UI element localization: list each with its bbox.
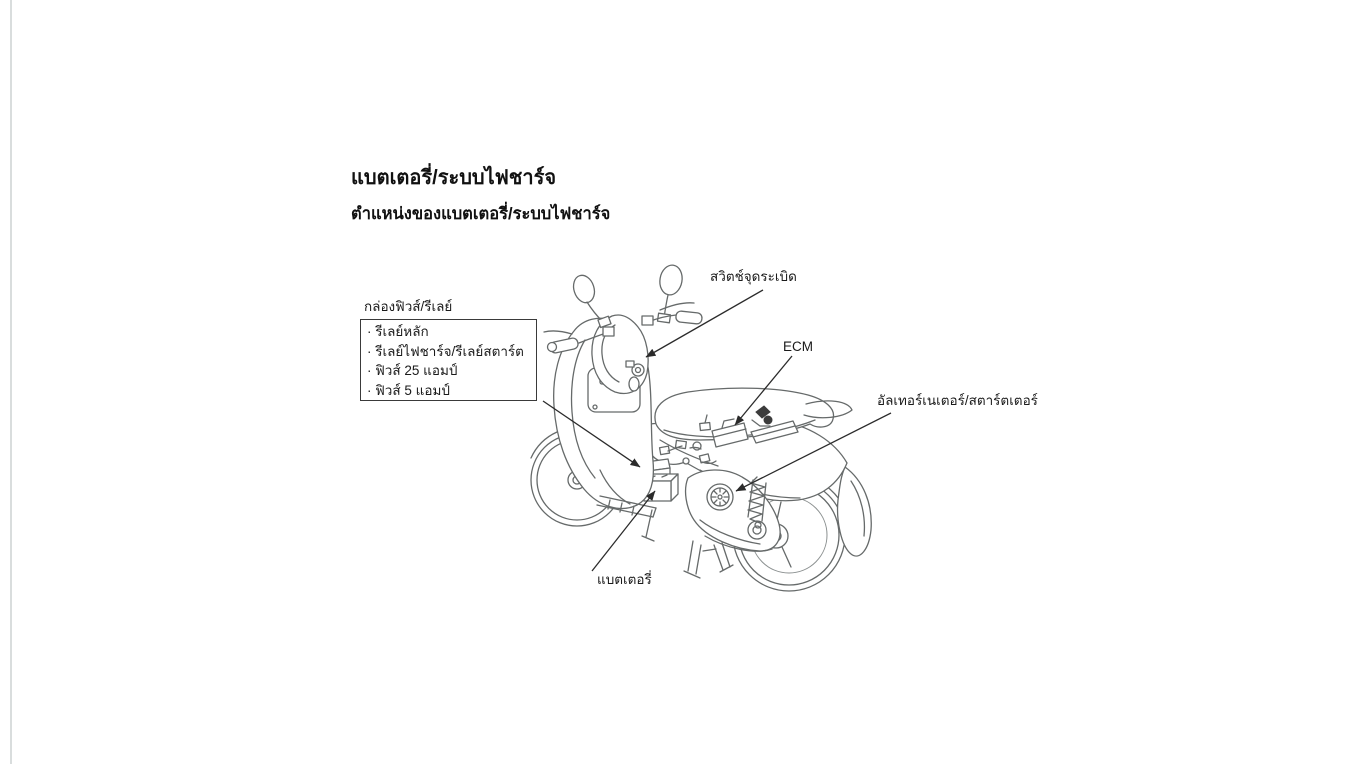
rear-mudflap (838, 467, 872, 556)
alternator-drawing (707, 484, 733, 510)
ignition-switch-label: สวิตช์จุดระเบิด (710, 269, 797, 284)
fuse-relay-list-box (360, 319, 537, 401)
battery-label: แบตเตอรี่ (597, 572, 652, 587)
fuse-relay-box-label: กล่องฟิวส์/รีเลย์ (364, 299, 453, 314)
fuse-relay-item: · รีเลย์ไฟชาร์จ/รีเลย์สตาร์ต (367, 343, 524, 359)
alternator-starter-label: อัลเทอร์เนเตอร์/สตาร์ตเตอร์ (877, 393, 1038, 408)
page-subtitle: ตำแหน่งของแบตเตอรี่/ระบบไฟชาร์จ (351, 205, 611, 223)
ecm-label: ECM (783, 339, 813, 354)
fuse-relay-item: · ฟิวส์ 5 แอมป์ (367, 382, 450, 398)
fuse-relay-item: · ฟิวส์ 25 แอมป์ (367, 363, 458, 378)
fuse-relay-item: · รีเลย์หลัก (367, 324, 429, 339)
page-title: แบตเตอรี่/ระบบไฟชาร์จ (351, 167, 557, 189)
callout-line-ignition (646, 290, 763, 357)
